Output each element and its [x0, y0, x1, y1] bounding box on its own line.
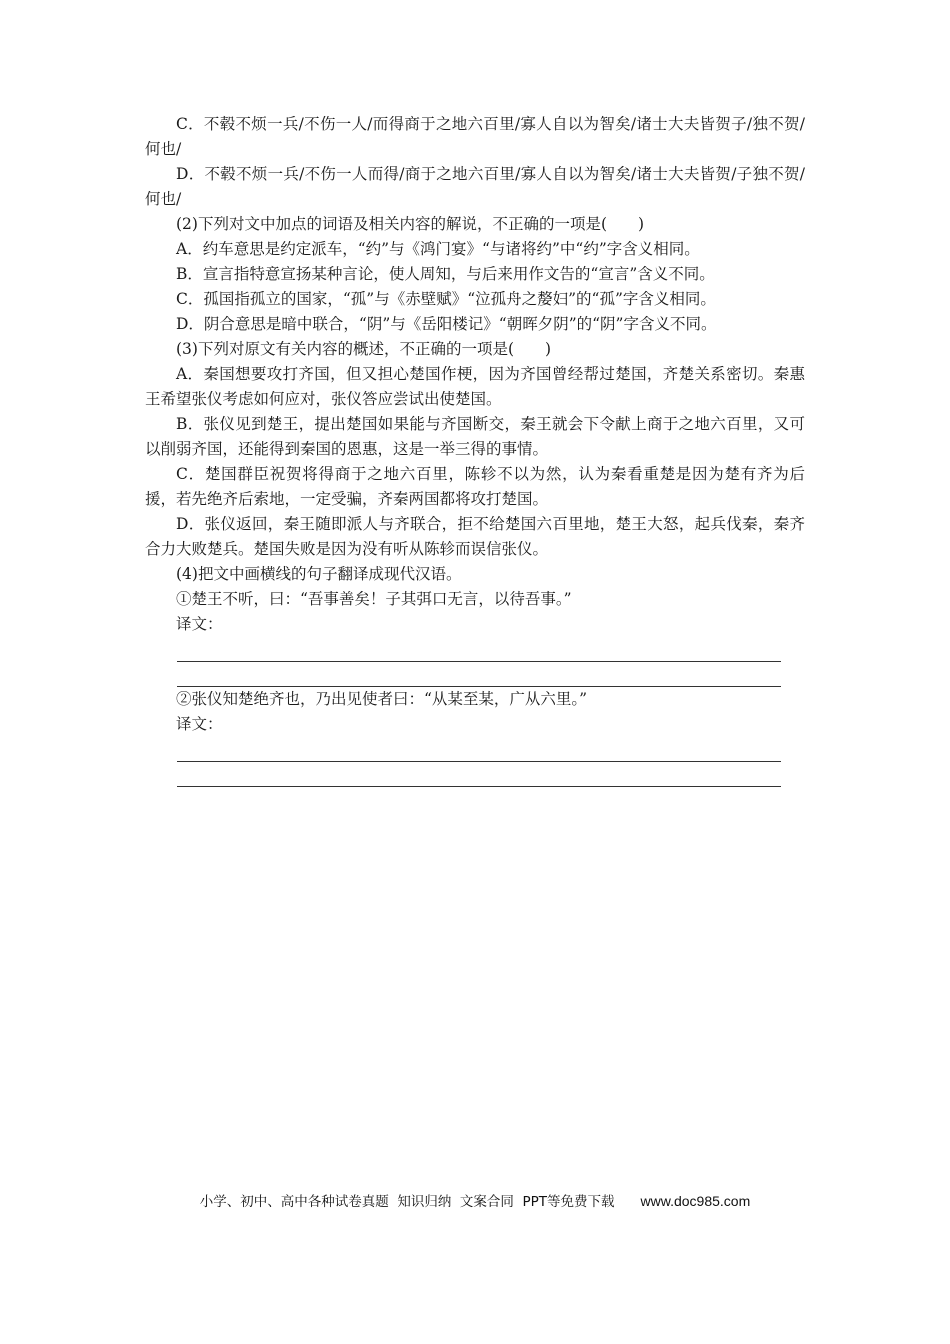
question-3-option-b: B．张仪见到楚王，提出楚国如果能与齐国断交，秦王就会下令献上商于之地六百里，又可以削弱齐国，还能得到秦国的恩惠，这是一举三得的事情。 [145, 415, 805, 458]
question-2-option-a: A．约车意思是约定派车，“约”与《鸿门宴》“与诸将约”中“约”字含义相同。 [176, 240, 700, 258]
answer-line[interactable] [177, 662, 781, 687]
question-2-option-b: B．宣言指特意宣扬某种言论，使人周知，与后来用作文告的“宣言”含义不同。 [176, 265, 715, 283]
question-3-option-a: A．秦国想要攻打齐国，但又担心楚国作梗，因为齐国曾经帮过楚国，齐楚关系密切。秦惠王希望张仪考虑如何应对，张仪答应尝试出使楚国。 [145, 365, 805, 408]
footer-url[interactable]: www.doc985.com [640, 1193, 751, 1209]
page-footer [0, 1190, 950, 1210]
question-4-sentence-1: ①楚王不听，曰：“吾事善矣！子其弭口无言，以待吾事。” [176, 590, 572, 608]
question-4-sentence-2: ②张仪知楚绝齐也，乃出见使者曰：“从某至某，广从六里。” [176, 690, 588, 708]
translation-label-2: 译文： [176, 715, 223, 733]
question-3-stem: (3)下列对原文有关内容的概述，不正确的一项是( ) [176, 340, 552, 358]
translation-label-1: 译文： [176, 615, 223, 633]
question-2-stem: (2)下列对文中加点的词语及相关内容的解说，不正确的一项是( ) [176, 215, 645, 233]
question-2-option-c: C．孤国指孤立的国家，“孤”与《赤壁赋》“泣孤舟之嫠妇”的“孤”字含义相同。 [176, 290, 716, 308]
question-4-stem: (4)把文中画横线的句子翻译成现代汉语。 [176, 565, 462, 583]
answer-line[interactable] [177, 762, 781, 787]
answer-line[interactable] [177, 637, 781, 662]
question-2-option-d: D．阴合意思是暗中联合，“阴”与《岳阳楼记》“朝晖夕阴”的“阴”字含义不同。 [176, 315, 717, 333]
option-d-q1: D．不毂不烦一兵/不伤一人而得/商于之地六百里/寡人自以为智矣/诸士大夫皆贺/子独不贺/何也/ [145, 165, 805, 208]
document-body [145, 112, 805, 787]
option-c-q1: C．不毂不烦一兵/不伤一人/而得商于之地六百里/寡人自以为智矣/诸士大夫皆贺子/独不贺/何也/ [145, 115, 805, 158]
footer-text: 小学、初中、高中各种试卷真题 知识归纳 文案合同 PPT等免费下载 [199, 1194, 615, 1210]
question-3-option-c: C．楚国群臣祝贺将得商于之地六百里，陈轸不以为然，认为秦看重楚是因为楚有齐为后援，若先绝齐后索地，一定受骗，齐秦两国都将攻打楚国。 [145, 465, 805, 508]
question-3-option-d: D．张仪返回，秦王随即派人与齐联合，拒不给楚国六百里地，楚王大怒，起兵伐秦，秦齐合力大败楚兵。楚国失败是因为没有听从陈轸而误信张仪。 [145, 515, 805, 558]
answer-line[interactable] [177, 737, 781, 762]
